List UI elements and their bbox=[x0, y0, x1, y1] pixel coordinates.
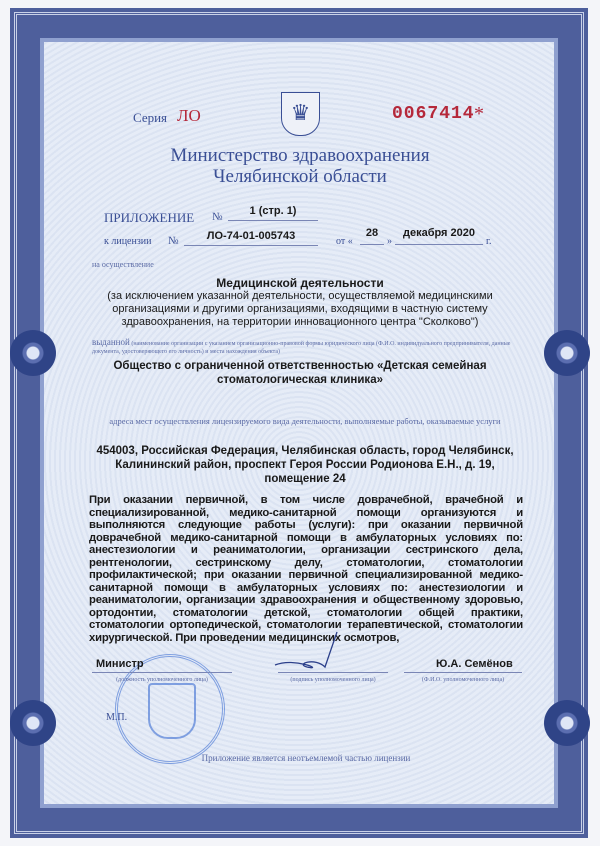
authority-name bbox=[100, 145, 500, 187]
appendix-number: 1 (стр. 1) bbox=[228, 205, 318, 221]
issued-row bbox=[92, 338, 527, 356]
border-rosette bbox=[10, 700, 56, 746]
position-hint: (должность уполномоченного лица) bbox=[116, 677, 208, 683]
border-rosette bbox=[544, 700, 590, 746]
services-list: При оказании первичной, в том числе доврачебной, врачебной и специализированной, медико-санитарной помощи организуются и выполняются следующие работы (услуги): при оказании первичной доврачебной медико-санитарной помощи в амбулаторных условиях по: анестезиологии и реаниматологии, организации сестринского дела, рентгенологии, сестринскому делу, стоматологии, стоматологии профилактической; при оказании первичной специализированной медико-санитарной помощи в амбулаторных условиях по: анестезиологии и реаниматологии, организации здравоохранения и общественному здоровью, ортодонтии, стоматологии детской, стоматологии общей практики, стоматологии ортопедической, стоматологии терапевтической, стоматологии хирургической. При проведении медицинских осмотров, bbox=[89, 494, 523, 644]
date-open: от « bbox=[336, 236, 353, 247]
series-label: Серия bbox=[133, 110, 168, 125]
authority-line1: Министерство здравоохранения bbox=[170, 145, 430, 166]
signature-block bbox=[89, 658, 523, 753]
signatory-position: Министр bbox=[96, 658, 144, 670]
serial-number: 0067414 bbox=[392, 104, 475, 124]
addresses-label: адреса мест осуществления лицензируемого вида деятельности, выполняемые работы, оказываемые услуги bbox=[109, 416, 501, 426]
border-rosette bbox=[10, 330, 56, 376]
appendix-label: ПРИЛОЖЕНИЕ bbox=[104, 210, 195, 225]
license-number: ЛО-74-01-005743 bbox=[184, 230, 318, 246]
sign-line bbox=[278, 672, 388, 673]
services-and-signature bbox=[89, 494, 523, 763]
activity-note: (за исключением указанной деятельности, осуществляемой медицинскими организациями и другими организациями, входящими в частную систему здравоохранения, на территории инновационного центра "Сколково") bbox=[107, 290, 493, 328]
stamp-mark-label: М.П. bbox=[106, 712, 128, 723]
name-hint: (Ф.И.О. уполномоченного лица) bbox=[421, 677, 505, 683]
organization-name: Общество с ограниченной ответственностью «Детская семейная стоматологическая клиника» bbox=[113, 360, 487, 386]
coat-of-arms-icon: ♛ bbox=[281, 92, 320, 136]
issued-hint: (наименование организации с указанием организационно-правовой формы юридического лица (Ф.И.О. индивидуального предпринимателя, данные документа, удостоверяющего его личность) и места нахождения объекта) bbox=[92, 341, 511, 355]
license-day: 28 bbox=[360, 227, 384, 245]
footer-note: Приложение является неотъемлемой частью лицензии bbox=[201, 753, 411, 763]
license-month-year: декабря 2020 bbox=[395, 227, 483, 245]
border-rosette bbox=[544, 330, 590, 376]
issued-label: выданной bbox=[92, 337, 130, 347]
position-line bbox=[92, 672, 232, 673]
signature-icon bbox=[265, 627, 355, 677]
year-suffix: г. bbox=[486, 236, 492, 247]
appendix-no-sign: № bbox=[212, 211, 223, 223]
activity-address: 454003, Российская Федерация, Челябинская область, город Челябинск, Калининский район, проспект Героя России Родионова Е.Н., д. 19, помещение 24 bbox=[96, 445, 514, 485]
license-label: к лицензии bbox=[104, 236, 152, 247]
activity-title: Медицинской деятельности bbox=[216, 276, 384, 290]
activity-label: на осуществление bbox=[92, 260, 154, 269]
license-no-sign: № bbox=[168, 235, 179, 247]
date-close: » bbox=[387, 236, 392, 247]
serial-mark: * bbox=[474, 103, 484, 125]
series-value: ЛО bbox=[177, 106, 201, 125]
sign-hint: (подпись уполномоченного лица) bbox=[290, 677, 376, 683]
signatory-name: Ю.А. Семёнов bbox=[436, 658, 513, 670]
authority-line2: Челябинской области bbox=[213, 166, 387, 187]
official-stamp-icon bbox=[115, 654, 225, 764]
name-line bbox=[404, 672, 522, 673]
